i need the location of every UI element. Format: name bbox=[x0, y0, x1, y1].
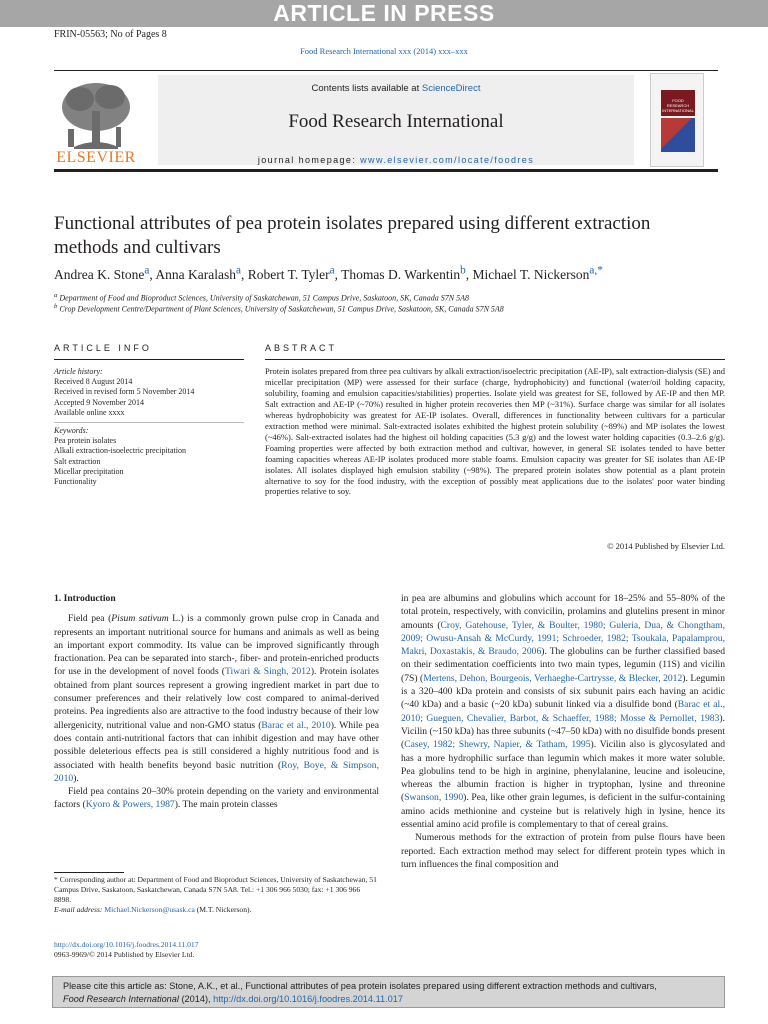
keyword: Functionality bbox=[54, 477, 97, 487]
author-list bbox=[54, 264, 718, 283]
intro-paragraph-3: in pea are albumins and globulins which account for 18–25% and 55–80% of the total protein, respectively, with convicilin, prolamins and glutelins present in minor amounts (Croy, Gatehouse, Tyler, & Boulter, 1980; Guleria, Dua, & Chongtham, 2009; Owusu-Ansah & McCurdy, 1991; Schroeder, 1982; Tsoukala, Papalamprou, Makri, Doxastakis, & Braudo, 2006). The globulins can be further classified based on their sedimentation coefficients into two main types, legumin (11S) and vicilin (7S) (Mertens, Dehon, Bourgeois, Verhaeghe-Cartrysse, & Blecker, 2012). Legumin is a 320–400 kDa protein and consists of six subunit pairs each having an acidic (~40 kDa) and a basic (~20 kDa) subunit linked via a disulfide bond (Barac et al., 2010; Gueguen, Chevalier, Barbot, & Schaeffer, 1988; Mosse & Pernollet, 1983). Vicilin (~150 kDa) has three subunits (~47–50 kDa) with no disulfide bonds present (Casey, 1982; Shewry, Napier, & Tatham, 1995). Vicilin also is glycosylated and has a more hydrophilic surface than legumin which makes it more water soluble. Pea globulins tend to be high in arginine, phenylalanine, leucine and isoleucine, whereas the albumin fraction is higher in tryptophan, lysine and threonine (Swanson, 1990). Pea, like other grain legumes, is deficient in the sulfur-containing amino acids methionine and cysteine but is relatively high in lysine, hence its essential amino acid profile is complementary to that of cereal grains. bbox=[401, 593, 726, 831]
citation-link[interactable]: Croy, Gatehouse, Tyler, & Boulter, 1980; Guleria, Dua, & Chongtham, 2009; Owusu-Ansah & McCurdy, 1991; Schroeder, 1982; Tsoukala, Papalamprou, Makri, Doxastakis, & Braudo, 2006 bbox=[401, 619, 725, 658]
keyword: Pea protein isolates bbox=[54, 436, 117, 446]
abstract-label: ABSTRACT bbox=[265, 343, 338, 353]
manuscript-id: FRIN-05563; No of Pages 8 bbox=[54, 29, 167, 40]
affiliation-label: b bbox=[54, 303, 58, 310]
article-info bbox=[54, 367, 244, 487]
citation-link[interactable]: Barac et al., 2010 bbox=[261, 719, 331, 731]
citation-link[interactable]: Barac et al., 2010; Gueguen, Chevalier, Barbot, & Schaeffer, 1988; Mosse & Pernollet, 1983 bbox=[401, 699, 726, 724]
affiliation-mark[interactable]: a,* bbox=[589, 264, 603, 276]
abstract-text: Protein isolates prepared from three pea cultivars by alkali extraction/isoelectric precipitation (AE-IP), salt extraction-dialysis (SE) and micellar precipitation (MP) were assessed for their surface (charge, hydrophobicity) and functional (water/oil holding capacity, solubility, foaming and emulsion capacities/stabilities) properties. Isolate yield was greatest for SE, followed by AE-IP and then MP. Salt extraction and AE-IP (~70%) resulted in higher protein recoveries then MP (~31%). Surface charge was similar for all isolates whereas hydrophobicity was greatest for AE-IP isolates. Overall, differences in functionality between cultivars for a particular extraction method were minimal. Salt-extracted isolates exhibited the highest protein solubility (~89%) and MP isolates the lowest (~46%). Salt-extracted isolates had the highest oil holding capacities (5.3 g/g) and the lowest water holding capacities (0.3–2.6 g/g). Foaming properties were affected by both extraction method and cultivar, however, in general SE isolates tended to have better foaming capacities whereas AE-IP isolates produced more stable foams. Emulsion capacity was greater for SE isolates than AE-IP isolates. All isolates displayed high emulsion stability (~98%). The prepared protein isolates show potential as a plant protein alternative to soy for the food industry, with the exception of possibly meat applications due to the isolates' poor water binding properties relative to soy. bbox=[265, 366, 725, 497]
footnote-rule bbox=[54, 872, 124, 873]
email-link[interactable]: Michael.Nickerson@usask.ca bbox=[104, 905, 195, 914]
keyword: Micellar precipitation bbox=[54, 466, 124, 476]
author-separator: , bbox=[149, 266, 156, 282]
citation-link[interactable]: Kyoro & Powers, 1987 bbox=[85, 799, 175, 811]
email-suffix: (M.T. Nickerson). bbox=[194, 905, 252, 914]
info-divider bbox=[54, 422, 244, 423]
history-item: Received in revised form 5 November 2014 bbox=[54, 387, 195, 397]
abstract-rule bbox=[265, 359, 725, 360]
history-item: Accepted 9 November 2014 bbox=[54, 397, 144, 407]
history-item: Received 8 August 2014 bbox=[54, 377, 133, 387]
sciencedirect-link[interactable]: ScienceDirect bbox=[421, 83, 481, 94]
footnote-mark: * bbox=[54, 875, 58, 884]
section-heading: 1. Introduction bbox=[54, 593, 116, 604]
keywords-heading: Keywords: bbox=[54, 426, 89, 436]
author-separator: , bbox=[465, 266, 473, 282]
citation-link[interactable]: Mertens, Dehon, Bourgeois, Verhaeghe-Cartrysse, & Blecker, 2012 bbox=[423, 672, 683, 684]
homepage-link[interactable]: www.elsevier.com/locate/foodres bbox=[360, 155, 535, 165]
keyword: Alkali extraction-isoelectric precipitation bbox=[54, 446, 186, 456]
article-in-press-banner: ARTICLE IN PRESS bbox=[0, 0, 768, 27]
author bbox=[155, 264, 248, 282]
author-name: Robert T. Tyler bbox=[247, 266, 330, 282]
history-item: Available online xxxx bbox=[54, 407, 125, 417]
author bbox=[247, 264, 342, 282]
author bbox=[54, 264, 156, 282]
species-name: Pisum sativum bbox=[111, 613, 169, 625]
corresponding-author-footnote bbox=[54, 875, 379, 915]
contents-prefix: Contents lists available at bbox=[311, 83, 422, 94]
affiliation-label: a bbox=[54, 292, 58, 299]
doi-link[interactable]: http://dx.doi.org/10.1016/j.foodres.2014.11.017 bbox=[54, 940, 199, 949]
citation-link[interactable]: Swanson, 1990 bbox=[404, 792, 464, 804]
journal-header bbox=[54, 70, 718, 172]
publisher-name: ELSEVIER bbox=[56, 149, 136, 166]
author bbox=[472, 264, 603, 282]
keyword: Salt extraction bbox=[54, 456, 101, 466]
affiliation-mark[interactable]: a bbox=[329, 264, 335, 276]
intro-paragraph-2: Field pea contains 20–30% protein depending on the variety and environmental factors (Kyoro & Powers, 1987). The main protein classes bbox=[54, 786, 379, 811]
author-separator: , bbox=[334, 266, 342, 282]
journal-title: Food Research International bbox=[288, 111, 504, 132]
doi-block bbox=[54, 940, 199, 960]
cite-prefix: Please cite this article as: Stone, A.K., et al., Functional attributes of pea protein isolates prepared using different extraction methods and cultivars, bbox=[63, 981, 657, 991]
affiliation-text: Department of Food and Bioproduct Sciences, University of Saskatchewan, 51 Campus Drive, Saskatoon, SK, Canada S7N 5A8 bbox=[59, 293, 469, 303]
author bbox=[341, 264, 473, 282]
email-label: E-mail address: bbox=[54, 905, 103, 914]
affiliation-text: Crop Development Centre/Department of Plant Sciences, University of Saskatchewan, 51 Campus Drive, Saskatoon, SK, Canada S7N 5A8 bbox=[59, 304, 504, 314]
history-heading: Article history: bbox=[54, 367, 103, 376]
author-name: Andrea K. Stone bbox=[54, 266, 145, 282]
cite-doi-link[interactable]: http://dx.doi.org/10.1016/j.foodres.2014.11.017 bbox=[213, 994, 404, 1004]
footnote-text: Corresponding author at: Department of Food and Bioproduct Sciences, University of Saskatchewan, 51 Campus Drive, Saskatoon, Saskatchewan, Canada S7N 5A8. Tel.: +1 306 966 5030; fax: +1 306 966 8898. bbox=[54, 875, 377, 904]
article-title: Functional attributes of pea protein isolates prepared using different extraction methods and cultivars bbox=[54, 213, 651, 258]
copyright: © 2014 Published by Elsevier Ltd. bbox=[607, 541, 725, 551]
cite-journal: Food Research International bbox=[63, 994, 179, 1004]
author-name: Thomas D. Warkentin bbox=[341, 266, 461, 282]
intro-left-column bbox=[54, 592, 379, 812]
contents-line bbox=[158, 83, 634, 94]
article-info-label: ARTICLE INFO bbox=[54, 343, 152, 353]
cover-title: FOOD RESEARCH INTERNATIONAL bbox=[661, 90, 695, 116]
citation-link[interactable]: Casey, 1982; Shewry, Napier, & Tatham, 1995 bbox=[404, 739, 591, 751]
citation-link[interactable]: Tiwari & Singh, 2012 bbox=[224, 666, 311, 678]
citation-link[interactable]: Roy, Boye, & Simpson, 2010 bbox=[54, 759, 379, 784]
author-name: Anna Karalash bbox=[155, 266, 236, 282]
issn-line: 0963-9969/© 2014 Published by Elsevier Ltd. bbox=[54, 950, 195, 959]
citation-notice bbox=[52, 976, 725, 1008]
author-separator: , bbox=[240, 266, 248, 282]
journal-masthead bbox=[158, 75, 634, 165]
journal-citation-line[interactable]: Food Research International xxx (2014) xxx–xxx bbox=[300, 46, 468, 56]
affiliation-b bbox=[54, 303, 718, 314]
affiliation-mark[interactable]: a bbox=[235, 264, 241, 276]
author-name: Michael T. Nickerson bbox=[472, 266, 590, 282]
intro-paragraph-4: Numerous methods for the extraction of protein from pulse flours have been reported. Each extraction method may select for different protein types which in turn influences the final composition and bbox=[401, 832, 725, 870]
affiliation-mark[interactable]: b bbox=[460, 264, 466, 276]
affiliation-a bbox=[54, 292, 718, 303]
cite-year: (2014), bbox=[178, 994, 214, 1004]
homepage-prefix: journal homepage: bbox=[257, 155, 361, 165]
affiliation-mark[interactable]: a bbox=[144, 264, 150, 276]
cover-artwork bbox=[661, 118, 695, 152]
journal-cover-thumbnail bbox=[650, 73, 704, 167]
intro-right-column bbox=[401, 592, 725, 871]
journal-homepage bbox=[158, 155, 634, 165]
article-info-rule bbox=[54, 359, 244, 360]
intro-paragraph-1: Field pea (Pisum sativum L.) is a commonly grown pulse crop in Canada and represents an important nutritional source for humans and animals as well as being an important export commodity. Its value can be improved significantly through fractionation. Pea can be separated into starch-, fiber- and protein-enriched products for use in the development of novel foods (Tiwari & Singh, 2012). Protein isolates obtained from plant sources represent a growing ingredient market in part due to consumer preferences and their relatively low cost compared to animal-derived proteins. Pea ingredients also are attractive to the food industry because of their low allergenicity, nutritional value and non-GMO status (Barac et al., 2010). While pea does contain anti-nutritional factors that can inhibit digestion and may have other possible deleterious effects pea is still considered a highly nutritious food and is associated with health benefits beyond basic nutrition (Roy, Boye, & Simpson, 2010). bbox=[54, 613, 380, 784]
